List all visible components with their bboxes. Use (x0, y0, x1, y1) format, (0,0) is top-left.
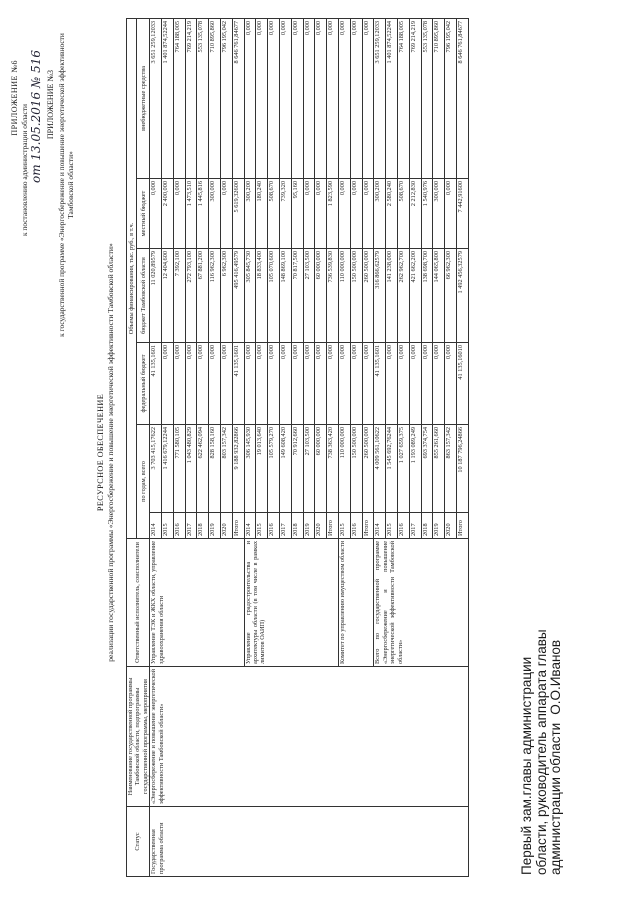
amount-cell: 27 103,500 (303, 425, 315, 513)
amount-cell: 116 962,300 (209, 249, 221, 343)
amount-cell: 0,000 (315, 179, 327, 249)
amount-cell: 7 392,100 (173, 249, 185, 343)
amount-cell: 316 866,62579 (374, 249, 386, 343)
executor-cell: Всего по государственной программе «Энергосбережение и повышение энергетической эффективности Тамбовской области» (374, 539, 468, 667)
amount-cell: 148 869,100 (279, 249, 291, 343)
amount-cell: 110 000,000 (338, 249, 350, 343)
table-row (150, 18, 162, 876)
resolution-line: к постановлению администрации области (20, 103, 29, 237)
amount-cell: 6 962,300 (221, 249, 233, 343)
amount-cell: 0,000 (362, 179, 374, 249)
amount-cell: 0,000 (221, 343, 233, 425)
amount-cell: 693 374,754 (421, 425, 433, 513)
amount-cell: 796 195,042 (445, 18, 457, 178)
year-cell: 2019 (209, 513, 221, 539)
program-reference: к государственной программе «Энергосбережение и повышение энергетической эффективности Тамбовской области» (57, 33, 75, 337)
amount-cell: 0,000 (185, 343, 197, 425)
year-cell: 2015 (338, 513, 350, 539)
amount-cell: 60 000,000 (315, 425, 327, 513)
amount-cell: 1 043 480,829 (185, 425, 197, 513)
amount-cell: 1 823,590 (327, 179, 339, 249)
year-cell: 2015 (386, 513, 398, 539)
amount-cell: 0,000 (256, 18, 268, 178)
document-title (96, 0, 116, 905)
program-name-cell: «Энергосбережение и повышение энергетической эффективности Тамбовской области» (150, 667, 469, 807)
head-local: местный бюджет (137, 179, 150, 249)
amount-cell: 0,000 (327, 343, 339, 425)
amount-cell: 150 500,000 (350, 425, 362, 513)
year-cell: 2018 (291, 513, 303, 539)
head-executor: Ответственный исполнитель, соисполнители (127, 539, 150, 667)
amount-cell: 105 579,270 (268, 425, 280, 513)
year-cell: 2019 (433, 513, 445, 539)
amount-cell: 0,000 (244, 18, 256, 178)
amount-cell: 2 580,240 (386, 179, 398, 249)
amount-cell: 0,000 (291, 343, 303, 425)
amount-cell: 260 500,000 (362, 249, 374, 343)
amount-cell: 3 703 415,17622 (150, 425, 162, 513)
year-cell: Итого (456, 513, 468, 539)
amount-cell: 19 013,640 (256, 425, 268, 513)
amount-cell: 11 020,89579 (150, 249, 162, 343)
year-cell: Итого (327, 513, 339, 539)
signer-title-1: Первый зам.главы администрации (519, 656, 534, 875)
amount-cell: 0,000 (268, 343, 280, 425)
signer-name: О.О.Иванов (548, 639, 563, 715)
head-federal: федеральный бюджет (137, 343, 150, 425)
year-cell: 2016 (268, 513, 280, 539)
head-funding: Объемы финансирования, тыс. руб., в т.ч. (127, 18, 137, 538)
amount-cell: 3 651 259,12033 (374, 18, 386, 178)
amount-cell: 0,000 (445, 343, 457, 425)
amount-cell: 803 157,342 (221, 425, 233, 513)
amount-cell: 553 135,078 (421, 18, 433, 178)
signer-title-3: администрации области (548, 722, 563, 875)
amount-cell: 110 000,000 (338, 425, 350, 513)
amount-cell: 149 608,420 (279, 425, 291, 513)
year-cell: 2017 (279, 513, 291, 539)
amount-cell: 764 188,005 (397, 18, 409, 178)
amount-cell: 0,000 (173, 343, 185, 425)
amount-cell: 1 473,510 (185, 179, 197, 249)
amount-cell: 508,670 (397, 179, 409, 249)
year-cell: 2015 (256, 513, 268, 539)
year-cell: 2019 (303, 513, 315, 539)
amount-cell: 0,000 (279, 18, 291, 178)
amount-cell: 828 158,160 (209, 425, 221, 513)
amount-cell: 2 212,830 (409, 179, 421, 249)
amount-cell: 300,000 (433, 179, 445, 249)
amount-cell: 300,200 (244, 179, 256, 249)
amount-cell: 0,000 (303, 179, 315, 249)
year-cell: 2016 (350, 513, 362, 539)
amount-cell: 0,000 (315, 18, 327, 178)
handwritten-date: от 13.05.2016 № 516 (29, 50, 43, 184)
amount-cell: 0,000 (338, 179, 350, 249)
signer-line-3 (549, 629, 564, 875)
amount-cell: 0,000 (256, 343, 268, 425)
amount-cell: 0,000 (386, 343, 398, 425)
amount-cell: 27 103,500 (303, 249, 315, 343)
amount-cell: 150 500,000 (350, 249, 362, 343)
table-body (150, 18, 469, 876)
amount-cell: 0,000 (362, 343, 374, 425)
amount-cell: 1 401 874,52244 (162, 18, 174, 178)
amount-cell: 710 895,860 (209, 18, 221, 178)
appendix-6-label: ПРИЛОЖЕНИЕ №6 (10, 60, 19, 136)
amount-cell: 0,000 (197, 343, 209, 425)
amount-cell: 796 195,042 (221, 18, 233, 178)
amount-cell: 710 895,860 (433, 18, 445, 178)
amount-cell: 0,000 (433, 343, 445, 425)
amount-cell: 553 135,078 (197, 18, 209, 178)
amount-cell: 18 833,400 (256, 249, 268, 343)
status-cell: Государственная программа области (150, 807, 469, 877)
head-name: Наименование государственной программы Тамбовской области, подпрограммы государственной программы, мероприятия (127, 667, 150, 807)
amount-cell: 736 539,830 (327, 249, 339, 343)
amount-cell: 0,000 (291, 18, 303, 178)
amount-cell: 0,000 (350, 343, 362, 425)
amount-cell: 0,000 (315, 343, 327, 425)
executor-cell: Комитет по управлению имуществом области (338, 539, 373, 667)
amount-cell: 70 817,500 (291, 249, 303, 343)
year-cell: Итого (232, 513, 244, 539)
amount-cell: 769 214,219 (185, 18, 197, 178)
amount-cell: 0,000 (350, 18, 362, 178)
year-cell: 2017 (185, 513, 197, 539)
amount-cell: 738 363,420 (327, 425, 339, 513)
amount-cell: 0,000 (209, 343, 221, 425)
amount-cell: 10 187 796,24866 (456, 425, 468, 513)
amount-cell: 0,000 (221, 179, 233, 249)
amount-cell: 60 000,000 (315, 249, 327, 343)
year-cell: 2017 (409, 513, 421, 539)
amount-cell: 41 135,1601 (374, 343, 386, 425)
amount-cell: 0,000 (338, 343, 350, 425)
year-cell: 2020 (221, 513, 233, 539)
amount-cell: 863 157,342 (445, 425, 457, 513)
year-cell: 2020 (315, 513, 327, 539)
amount-cell: 66 962,300 (445, 249, 457, 343)
amount-cell: 0,000 (162, 343, 174, 425)
year-cell: 2020 (445, 513, 457, 539)
amount-cell: 41 135,16010 (456, 343, 468, 425)
year-cell: 2016 (173, 513, 185, 539)
head-status: Статус (127, 807, 150, 877)
amount-cell: 1 416 679,12244 (162, 425, 174, 513)
amount-cell: 0,000 (350, 179, 362, 249)
amount-cell: 70 912,660 (291, 425, 303, 513)
amount-cell: 67 881,200 (197, 249, 209, 343)
signer-title-2: области, руководитель аппарата главы (533, 629, 549, 875)
amount-cell: 1 193 089,249 (409, 425, 421, 513)
amount-cell: 0,000 (338, 18, 350, 178)
year-cell: 2014 (150, 513, 162, 539)
amount-cell: 12 404,600 (162, 249, 174, 343)
amount-cell: 508,670 (268, 179, 280, 249)
amount-cell: 739,320 (279, 179, 291, 249)
title-sub: реализации государственной программы «Энергосбережение и повышение энергетической эффективности Тамбовской области» (106, 243, 115, 662)
amount-cell: 0,000 (150, 179, 162, 249)
amount-cell: 0,000 (445, 179, 457, 249)
executor-cell: Управление ТЭК и ЖКХ области, управление здравоохранения области (150, 539, 244, 667)
amount-cell: 5 619,32600 (232, 179, 244, 249)
amount-cell: 1 401 874,52244 (386, 18, 398, 178)
amount-cell: 764 188,005 (173, 18, 185, 178)
title-main: РЕСУРСНОЕ ОБЕСПЕЧЕНИЕ (96, 393, 105, 512)
amount-cell: 0,000 (327, 18, 339, 178)
executor-cell: Управление градостроительства и архитектуры области (в том числе в рамках лимитов ОАИП) (244, 539, 338, 667)
amount-cell: 1 545 692,76244 (386, 425, 398, 513)
amount-cell: 1 492 456,32579 (456, 249, 468, 343)
amount-cell: 300,000 (209, 179, 221, 249)
amount-cell: 305 845,730 (244, 249, 256, 343)
head-regional: бюджет Тамбовской области (137, 249, 150, 343)
amount-cell: 262 962,700 (397, 249, 409, 343)
year-cell: 2015 (162, 513, 174, 539)
amount-cell: 855 261,660 (433, 425, 445, 513)
amount-cell: 0,000 (268, 18, 280, 178)
amount-cell: 180,240 (256, 179, 268, 249)
amount-cell: 260 500,000 (362, 425, 374, 513)
amount-cell: 7 442,91600 (456, 179, 468, 249)
year-cell: 2014 (244, 513, 256, 539)
amount-cell: 1 540,976 (421, 179, 433, 249)
appendix-3-label: ПРИЛОЖЕНИЕ №3 (46, 70, 55, 140)
amount-cell: 495 416,49579 (232, 249, 244, 343)
head-offbudget: внебюджетные средства (137, 18, 150, 178)
amount-cell: 3 651 259,12033 (150, 18, 162, 178)
year-cell: 2014 (374, 513, 386, 539)
amount-cell: 144 065,800 (433, 249, 445, 343)
amount-cell: 0,000 (409, 343, 421, 425)
amount-cell: 1 445,816 (197, 179, 209, 249)
amount-cell: 138 698,700 (421, 249, 433, 343)
year-cell: 2018 (197, 513, 209, 539)
amount-cell: 306 145,930 (244, 425, 256, 513)
amount-cell: 0,000 (303, 18, 315, 178)
amount-cell: 300,200 (374, 179, 386, 249)
amount-cell: 4 009 561,10622 (374, 425, 386, 513)
signature-block (520, 629, 564, 875)
amount-cell: 8 646 761,84677 (232, 18, 244, 178)
resource-table (126, 18, 469, 877)
amount-cell: 41 135,1601 (232, 343, 244, 425)
amount-cell: 0,000 (362, 18, 374, 178)
amount-cell: 41 135,1601 (150, 343, 162, 425)
amount-cell: 141 238,000 (386, 249, 398, 343)
amount-cell: 421 662,200 (409, 249, 421, 343)
amount-cell: 0,000 (279, 343, 291, 425)
amount-cell: 769 214,219 (409, 18, 421, 178)
amount-cell: 0,000 (397, 343, 409, 425)
year-cell: 2016 (397, 513, 409, 539)
amount-cell: 622 462,094 (197, 425, 209, 513)
year-cell: Итого (362, 513, 374, 539)
amount-cell: 0,000 (421, 343, 433, 425)
amount-cell: 95,160 (291, 179, 303, 249)
amount-cell: 8 646 761,84677 (456, 18, 468, 178)
amount-cell: 0,000 (303, 343, 315, 425)
amount-cell: 272 793,100 (185, 249, 197, 343)
head-total: по годам, всего (137, 425, 150, 539)
amount-cell: 1 027 659,375 (397, 425, 409, 513)
amount-cell: 771 580,105 (173, 425, 185, 513)
amount-cell: 0,000 (173, 179, 185, 249)
year-cell: 2018 (421, 513, 433, 539)
amount-cell: 105 070,600 (268, 249, 280, 343)
amount-cell: 0,000 (244, 343, 256, 425)
amount-cell: 9 188 932,82866 (232, 425, 244, 513)
amount-cell: 2 400,000 (162, 179, 174, 249)
